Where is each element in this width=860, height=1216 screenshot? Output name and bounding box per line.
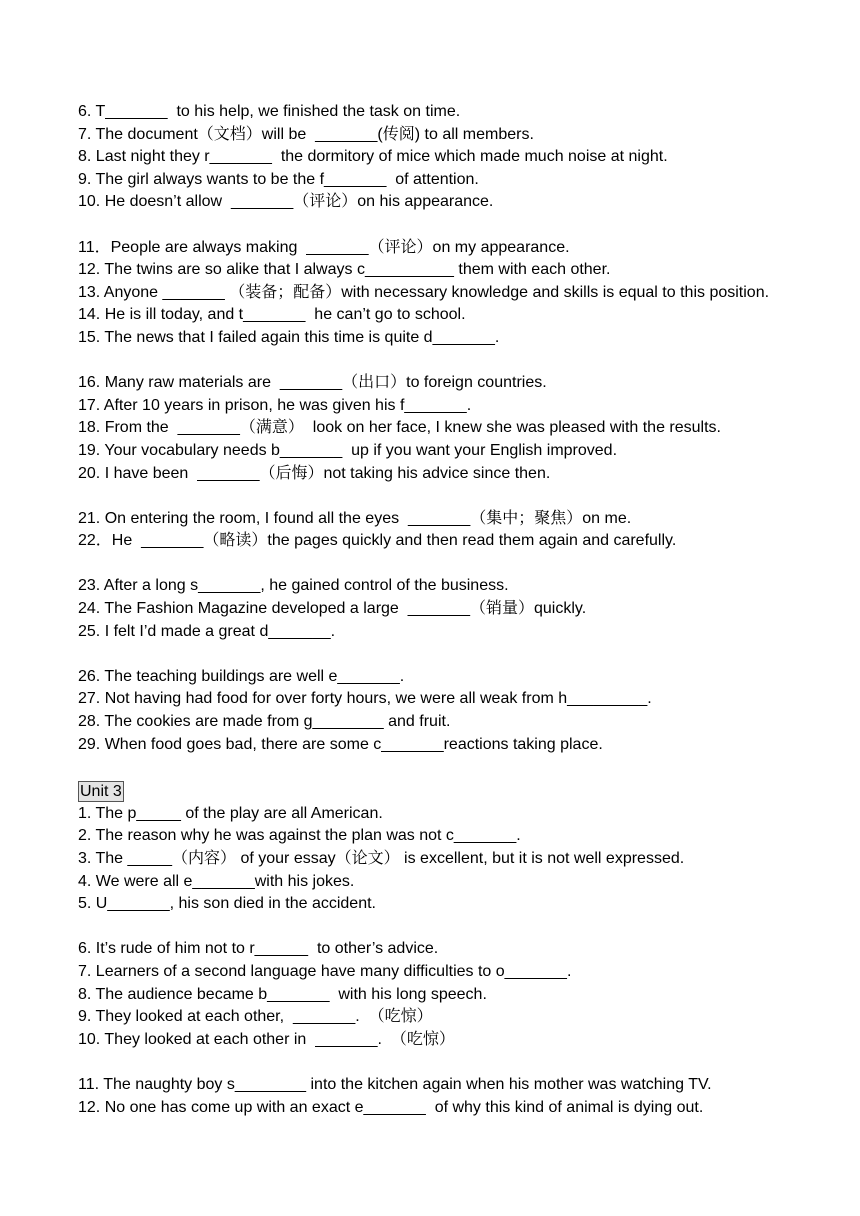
exercise-line: 22．He _______（略读）the pages quickly and then read them again and carefully.: [78, 532, 677, 550]
exercise-line: 10. He doesn’t allow _______（评论）on his appearance.: [78, 193, 494, 211]
exercise-line: 25. I felt I’d made a great d_______.: [78, 622, 336, 640]
spacer: [78, 214, 790, 237]
worksheet-page: [78, 101, 790, 1119]
exercise-group: [78, 372, 790, 485]
spacer: [78, 1051, 790, 1074]
exercise-group: [78, 508, 790, 553]
unit-heading: Unit 3: [80, 782, 122, 800]
exercise-line: 10. They looked at each other in _______. （吃惊）: [78, 1030, 455, 1048]
exercise-line: 17. After 10 years in prison, he was given his f_______.: [78, 396, 472, 414]
exercise-line: 6. It’s rude of him not to r______ to other’s advice.: [78, 940, 439, 958]
exercise-line: 11．People are always making _______（评论）on my appearance.: [78, 238, 570, 256]
exercise-group: [78, 803, 790, 916]
exercise-group: [78, 237, 790, 350]
exercise-line: 2. The reason why he was against the plan was not c_______.: [78, 827, 521, 845]
exercise-group: [78, 938, 790, 1051]
spacer: [78, 553, 790, 576]
exercise-line: 21. On entering the room, I found all the eyes _______（集中；聚焦）on me.: [78, 509, 632, 527]
exercise-line: 5. U_______, his son died in the accident.: [78, 895, 376, 913]
exercise-line: 12. No one has come up with an exact e_______ of why this kind of animal is dying out.: [78, 1098, 704, 1116]
exercise-line: 12. The twins are so alike that I always c__________ them with each other.: [78, 261, 611, 279]
exercise-group: [78, 666, 790, 756]
exercise-line: 20. I have been _______（后悔）not taking his advice since then.: [78, 464, 551, 482]
exercise-line: 15. The news that I failed again this time is quite d_______.: [78, 328, 500, 346]
exercise-line: 26. The teaching buildings are well e_______.: [78, 667, 405, 685]
exercise-line: 19. Your vocabulary needs b_______ up if you want your English improved.: [78, 441, 618, 459]
exercise-line: 9. The girl always wants to be the f_______ of attention.: [78, 170, 479, 188]
exercise-line: 29. When food goes bad, there are some c_______reactions taking place.: [78, 735, 603, 753]
exercise-line: 6. T_______ to his help, we finished the task on time.: [78, 103, 461, 120]
exercise-line: 4. We were all e_______with his jokes.: [78, 872, 355, 890]
exercise-line: 28. The cookies are made from g________ and fruit.: [78, 713, 451, 731]
exercise-line: 11. The naughty boy s________ into the kitchen again when his mother was watching TV.: [78, 1075, 712, 1093]
exercise-line: 24. The Fashion Magazine developed a large _______（销量）quickly.: [78, 600, 587, 618]
exercise-group: [78, 1074, 790, 1119]
spacer: [78, 756, 790, 779]
exercise-line: 27. Not having had food for over forty hours, we were all weak from h_________.: [78, 690, 652, 708]
exercise-group: [78, 575, 790, 643]
exercise-line: 8. The audience became b_______ with his long speech.: [78, 985, 487, 1003]
exercise-line: 3. The _____（内容） of your essay（论文） is excellent, but it is not well expressed.: [78, 850, 685, 867]
exercise-line: 23. After a long s_______, he gained control of the business.: [78, 577, 509, 595]
exercise-line: 13. Anyone _______ （装备；配备）with necessary knowledge and skills is equal to this position.: [78, 283, 770, 301]
exercise-line: 18. From the _______（满意） look on her face, I knew she was pleased with the results.: [78, 419, 721, 437]
exercise-line: 7. The document（文档）will be _______(传阅) to all members.: [78, 125, 534, 143]
spacer: [78, 916, 790, 939]
exercise-line: 1. The p_____ of the play are all American.: [78, 804, 383, 822]
exercise-line: 16. Many raw materials are _______（出口）to foreign countries.: [78, 374, 547, 392]
exercise-group: [78, 101, 790, 214]
exercise-line: 9. They looked at each other, _______. （吃惊）: [78, 1008, 433, 1026]
spacer: [78, 643, 790, 666]
exercise-line: 14. He is ill today, and t_______ he can’t go to school.: [78, 306, 466, 324]
spacer: [78, 485, 790, 508]
exercise-line: 7. Learners of a second language have many difficulties to o_______.: [78, 962, 572, 980]
spacer: [78, 350, 790, 373]
exercise-line: 8. Last night they r_______ the dormitory of mice which made much noise at night.: [78, 148, 668, 166]
